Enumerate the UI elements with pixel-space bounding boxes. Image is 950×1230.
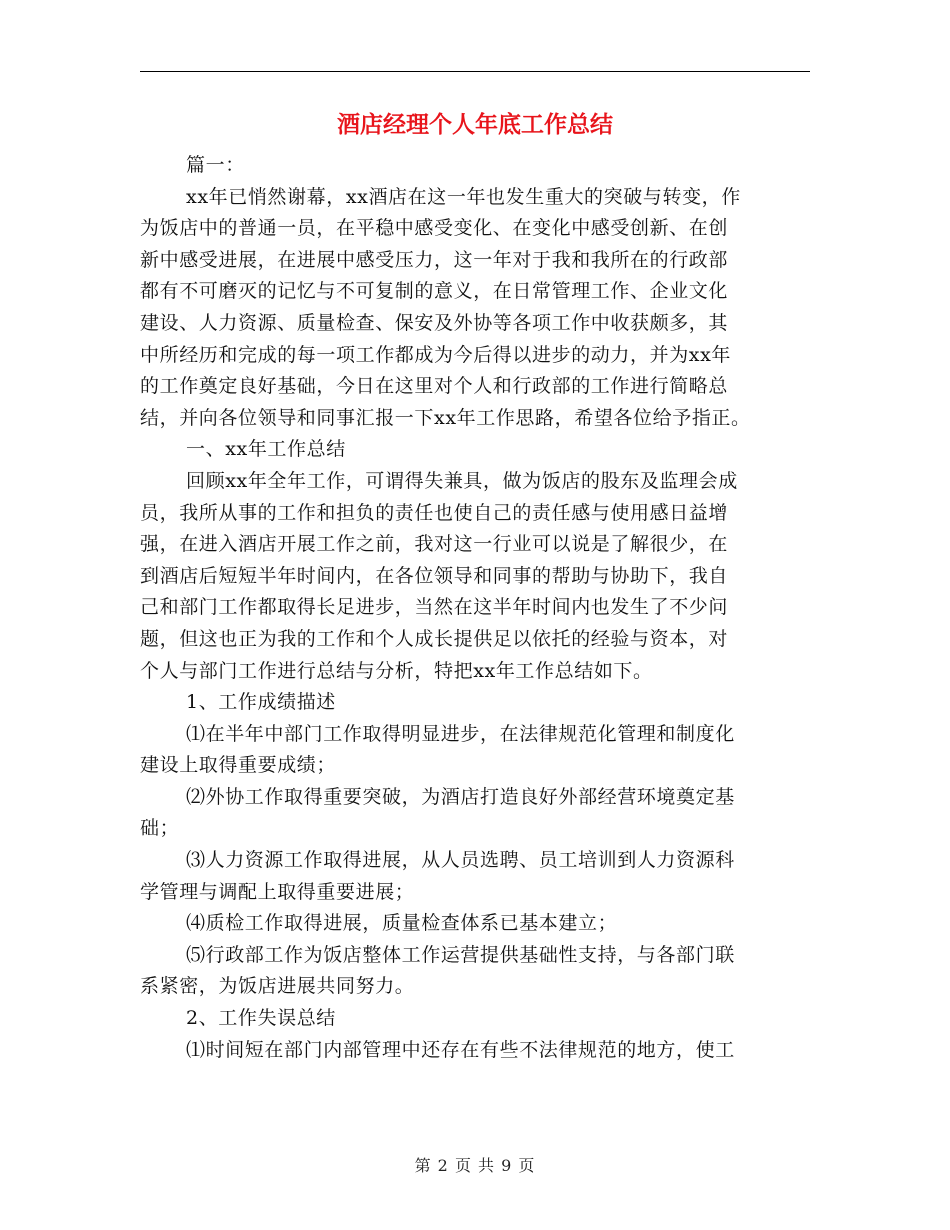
text-line: 系紧密，为饭店进展共同努力。 — [140, 975, 415, 998]
text-line: ⑴在半年中部门工作取得明显进步，在法律规范化管理和制度化 — [186, 722, 735, 745]
text-line: 为饭店中的普通一员，在平稳中感受变化、在变化中感受创新、在创 — [140, 217, 729, 240]
text-line: 2、工作失误总结 — [186, 1007, 336, 1030]
text-line: 个人与部门工作进行总结与分析，特把xx年工作总结如下。 — [140, 659, 653, 682]
text-line: 中所经历和完成的每一项工作都成为今后得以进步的动力，并为xx年 — [140, 343, 732, 366]
document-title: 酒店经理个人年底工作总结 — [337, 111, 613, 138]
text-line: 学管理与调配上取得重要进展； — [140, 880, 415, 903]
text-line: 新中感受进展，在进展中感受压力，这一年对于我和我所在的行政部 — [140, 248, 729, 271]
text-line: 员，我所从事的工作和担负的责任也使自己的责任感与使用感日益增 — [140, 501, 729, 524]
text-line: 的工作奠定良好基础，今日在这里对个人和行政部的工作进行简略总 — [140, 375, 729, 398]
text-line: 回顾xx年全年工作，可谓得失兼具，做为饭店的股东及监理会成 — [186, 469, 738, 492]
text-line: ⑷质检工作取得进展，质量检查体系已基本建立； — [186, 912, 618, 935]
text-line: ⑵外协工作取得重要突破，为酒店打造良好外部经营环境奠定基 — [186, 785, 735, 808]
text-line: 篇一： — [186, 154, 245, 176]
header-rule — [140, 71, 810, 72]
text-line: 1、工作成绩描述 — [186, 691, 336, 714]
text-line: 建设上取得重要成绩； — [140, 754, 337, 777]
page-footer: 第 2 页 共 9 页 — [414, 1156, 536, 1175]
text-line: ⑴时间短在部门内部管理中还存在有些不法律规范的地方，使工 — [186, 1038, 735, 1061]
text-line: 一、xx年工作总结 — [186, 438, 346, 461]
text-line: 都有不可磨灭的记忆与不可复制的意义，在日常管理工作、企业文化 — [140, 280, 729, 303]
text-line: 建设、人力资源、质量检查、保安及外协等各项工作中收获颇多，其 — [140, 311, 729, 334]
text-line: 础； — [140, 817, 180, 840]
text-line: 题，但这也正为我的工作和个人成长提供足以依托的经验与资本，对 — [140, 627, 729, 650]
document-body — [140, 150, 816, 1066]
text-line: 己和部门工作都取得长足进步，当然在这半年时间内也发生了不少问 — [140, 596, 729, 619]
text-line: xx年已悄然谢幕，xx酒店在这一年也发生重大的突破与转变，作 — [186, 185, 741, 208]
text-line: 到酒店后短短半年时间内，在各位领导和同事的帮助与协助下，我自 — [140, 564, 729, 587]
text-line: 强，在进入酒店开展工作之前，我对这一行业可以说是了解很少，在 — [140, 533, 729, 556]
text-line: ⑸行政部工作为饭店整体工作运营提供基础性支持，与各部门联 — [186, 943, 735, 966]
text-line: 结，并向各位领导和同事汇报一下xx年工作思路，希望各位给予指正。 — [140, 406, 751, 429]
text-line: ⑶人力资源工作取得进展，从人员选聘、员工培训到人力资源科 — [186, 849, 735, 872]
